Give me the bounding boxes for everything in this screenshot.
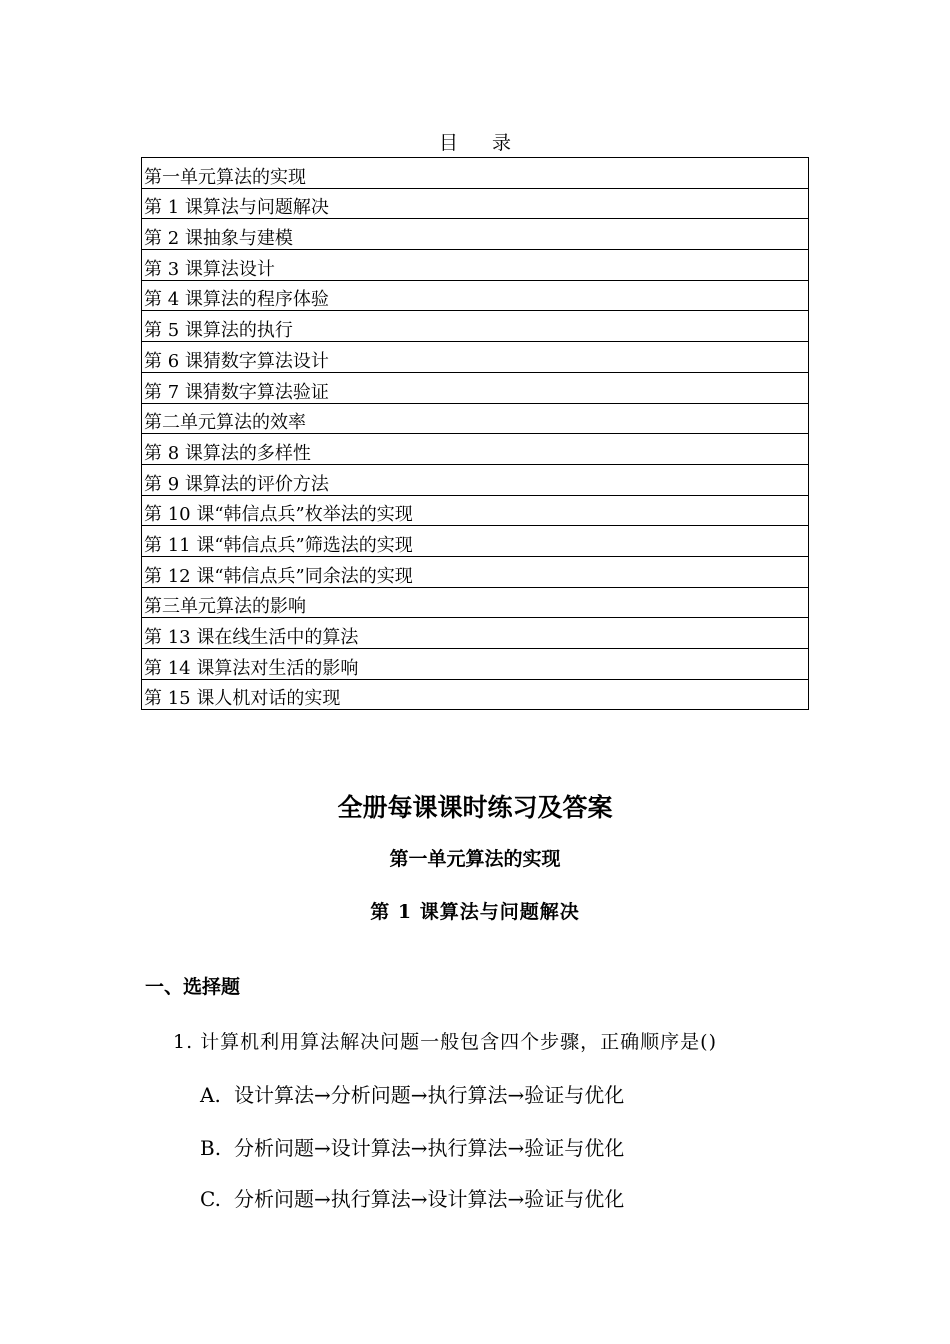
- option-text: 分析问题→执行算法→设计算法→验证与优化: [234, 1187, 625, 1211]
- toc-table: [141, 157, 809, 710]
- toc-row: [142, 158, 809, 189]
- option-text: 分析问题→设计算法→执行算法→验证与优化: [234, 1136, 625, 1160]
- toc-row: [142, 464, 809, 495]
- toc-entry: 第一单元算法的实现: [142, 158, 809, 189]
- toc-row: [142, 649, 809, 680]
- toc-row: [142, 250, 809, 281]
- toc-row: [142, 556, 809, 587]
- toc-entry: 第 3 课算法设计: [142, 250, 809, 281]
- toc-entry: 第三单元算法的影响: [142, 587, 809, 618]
- toc-entry: 第 8 课算法的多样性: [142, 434, 809, 465]
- toc-entry: 第 7 课猜数字算法验证: [142, 372, 809, 403]
- toc-row: [142, 434, 809, 465]
- toc-row: [142, 311, 809, 342]
- question-text: 1. 计算机利用算法解决问题一般包含四个步骤，正确顺序是(): [173, 1031, 717, 1053]
- toc-entry: 第 12 课“韩信点兵”同余法的实现: [142, 556, 809, 587]
- toc-entry: 第 6 课猜数字算法设计: [142, 342, 809, 373]
- toc-row: [142, 526, 809, 557]
- option-c: [200, 1183, 624, 1212]
- toc-row: [142, 280, 809, 311]
- toc-entry: 第 13 课在线生活中的算法: [142, 618, 809, 649]
- toc-entry: 第 14 课算法对生活的影响: [142, 649, 809, 680]
- toc-row: [142, 618, 809, 649]
- toc-row: [142, 219, 809, 250]
- unit-title: 第一单元算法的实现: [389, 848, 561, 870]
- lesson-title: 第 1 课算法与问题解决: [370, 901, 580, 923]
- toc-entry: 第 1 课算法与问题解决: [142, 188, 809, 219]
- option-b: [200, 1132, 624, 1161]
- main-title: 全册每课课时练习及答案: [337, 793, 613, 822]
- option-letter: A.: [200, 1083, 221, 1107]
- toc-row: [142, 188, 809, 219]
- toc-entry: 第 5 课算法的执行: [142, 311, 809, 342]
- toc-entry: 第 11 课“韩信点兵”筛选法的实现: [142, 526, 809, 557]
- toc-entry: 第 15 课人机对话的实现: [142, 679, 809, 710]
- toc-row: [142, 587, 809, 618]
- option-letter: C.: [200, 1187, 221, 1211]
- toc-entry: 第 2 课抽象与建模: [142, 219, 809, 250]
- option-letter: B.: [200, 1136, 222, 1160]
- toc-row: [142, 403, 809, 434]
- toc-row: [142, 679, 809, 710]
- section-title: 一、选择题: [145, 976, 241, 998]
- toc-entry: 第 9 课算法的评价方法: [142, 464, 809, 495]
- toc-row: [142, 342, 809, 373]
- option-text: 设计算法→分析问题→执行算法→验证与优化: [234, 1083, 625, 1107]
- toc-row: [142, 495, 809, 526]
- toc-entry: 第二单元算法的效率: [142, 403, 809, 434]
- option-a: [200, 1079, 624, 1108]
- toc-row: [142, 372, 809, 403]
- toc-entry: 第 4 课算法的程序体验: [142, 280, 809, 311]
- toc-entry: 第 10 课“韩信点兵”枚举法的实现: [142, 495, 809, 526]
- toc-title: 目录: [438, 132, 545, 154]
